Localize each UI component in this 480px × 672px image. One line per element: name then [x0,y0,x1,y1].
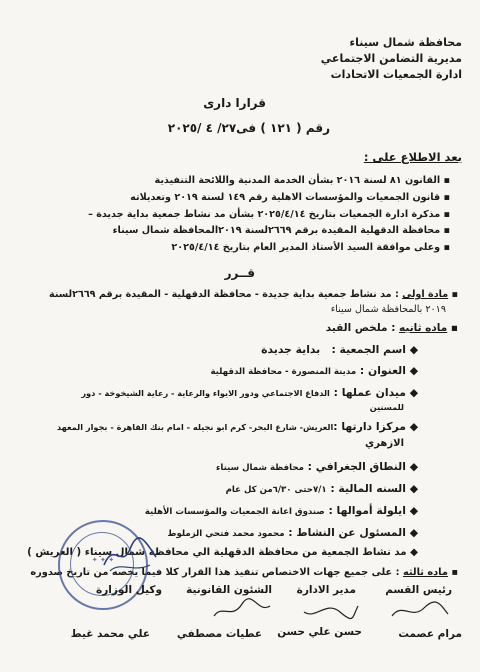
decision-number: رقم ( ١٢١ ) فى٢٧/ ٤ /٢٠٢٥ [167,121,330,135]
signature-name-4: علي محمد غيط [70,628,150,640]
document-title: قرارا دارى [203,96,266,110]
article-1-cont: ٢٠١٩ بالمحافظة شمال سيناء [330,304,446,315]
summary-item-field: ◆ ميدان عملها : الدفاع الاجتماعي ودور الايواء والرعاية - رعاية الشيخوخة - دور [81,386,418,399]
article-1: ▪ مادة اولى : مد نشاط جمعية بداية جديدة - محافظة الدقهلية - المقيدة برقم ٢٦٦٩لسنة [49,289,458,300]
official-stamp: ✦ ✦ ✦ [58,520,148,610]
summary-item-field-cont: للمسنين [369,402,404,412]
signature-scribble [100,535,160,575]
signature-title-admin-director: مدير الادارة [296,584,356,596]
signature-name-3: عطيات مصطفي [176,628,262,640]
header-governorate: محافظة شمال سيناء [349,36,462,49]
signature-mark [212,596,272,622]
summary-item-assets: ◆ ايلولة أموالها : صندوق اعانة الجمعيات والمؤسسات الأهلية [144,504,418,517]
article-3: ▪ ماده ثالثه : على جميع جهات الاختصاص تنفيذ هذا القرار كلا فيما يخصه من تاريخ صدوره [30,567,458,578]
summary-item-extension: ◆ مد نشاط الجمعية من محافظة الدقهلية الي محافظة شمال سيناء ( العريش ) [27,547,418,558]
signature-mark [300,598,360,622]
preamble-item: ▪ مذكرة ادارة الجمعيات بتاريخ ٢٠٢٥/٤/١٤ بشأن مد نشاط جمعية بداية جديدة – [88,209,450,220]
summary-item-scope: ◆ النطاق الجغرافي : محافظة شمال سيناء [215,460,418,473]
signature-name-1: مرام عصمت [398,628,462,640]
preamble-item: ▪ قانون الجمعيات والمؤسسات الاهلية رقم ١٤٩ لسنة ٢٠١٩ وتعديلاته [130,192,450,203]
decision-heading: قــرر [224,266,255,280]
summary-item-address: ◆ العنوان : مدينة المنصورة - محافظة الدقهلية [210,364,418,377]
preamble-item: ▪ القانون ٨١ لسنة ٢٠١٦ بشأن الخدمة المدنية واللائحة التنفيذية [154,175,450,186]
preamble-item: ▪ وعلى موافقة السيد الأستاذ المدير العام بتاريخ ٢٠٢٥/٤/١٤ [171,242,450,253]
header-directorate: مديرية التضامن الاجتماعي [320,52,462,65]
signature-mark [390,598,450,622]
signature-title-section-head: رئيس القسم [385,584,452,596]
signature-name-2: حسن علي حسن [277,626,362,638]
summary-item-hq-cont: الازهري [365,438,404,449]
summary-item-responsible: ◆ المسئول عن النشاط : محمود محمد فتحي الزملوط [167,526,418,539]
signature-title-legal-affairs: الشئون القانونية [186,584,272,596]
summary-item-hq: ◆ مركزا دارتها :العريش- شارع البحر- كرم ابو نجيله - امام بنك القاهرة - بجوار المعهد [56,420,418,433]
summary-item-fiscal-year: ◆ السنه المالية : ٧/١حتى ٦/٣٠من كل عام [225,482,418,495]
header-department: ادارة الجمعيات الاتحادات [330,68,462,81]
preamble-item: ▪ محافظة الدقهلية المقيدة برقم ٢٦٦٩لسنة ٢٠١٩المحافظة شمال سيناء [112,225,450,236]
intro-heading: بعد الاطلاع على : [363,150,462,164]
article-2: ▪ ماده ثانيه : ملخص القيد [325,322,458,334]
signature-title-undersecretary: وكيل الوزارة [96,584,162,596]
summary-item-name: ◆ اسم الجمعية : بداية جديدة [261,343,418,356]
